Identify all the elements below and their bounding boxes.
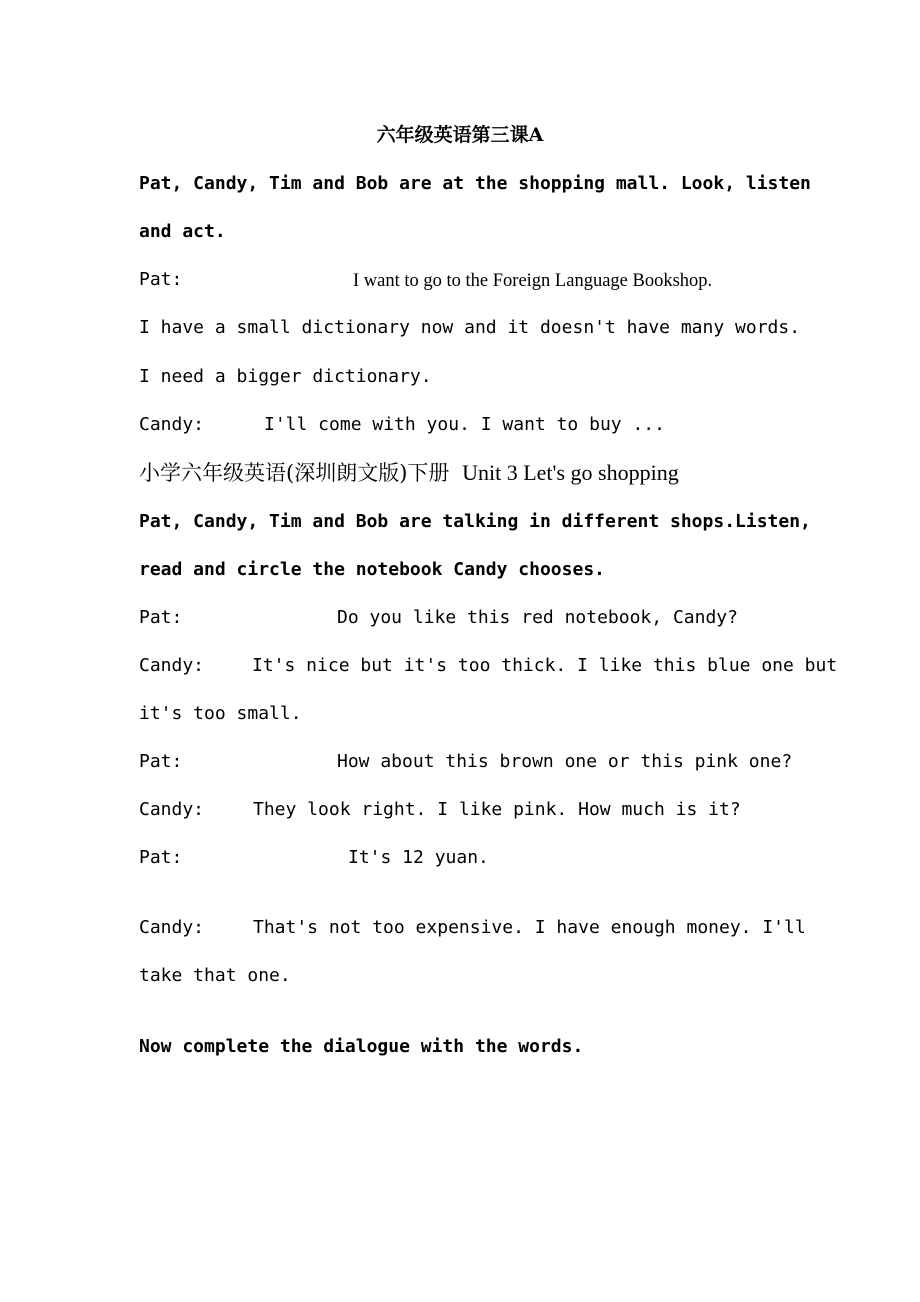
dialogue-b-line-5 xyxy=(139,799,741,820)
dialogue-speaker: Candy: xyxy=(139,917,205,938)
pat-speech-line-1: I want to go to the Foreign Language Bookshop. xyxy=(353,271,713,291)
section-a-instruction-line-1: Pat, Candy, Tim and Bob are at the shopping mall. Look, listen xyxy=(139,173,811,194)
section-b-instruction-line-1: Pat, Candy, Tim and Bob are talking in different shops.Listen, xyxy=(139,511,811,532)
dialogue-text: How about this brown one or this pink one? xyxy=(337,751,793,772)
unit-heading-chinese: 小学六年级英语(深圳朗文版)下册 xyxy=(139,461,450,485)
dialogue-b-line-2 xyxy=(139,655,838,676)
dialogue-text: Do you like this red notebook, Candy? xyxy=(337,607,738,628)
dialogue-text: They look right. I like pink. How much is it? xyxy=(253,799,741,820)
dialogue-text: take that one. xyxy=(139,965,291,986)
dialogue-speaker: Candy: xyxy=(139,799,205,820)
pat-speech-line-2: I have a small dictionary now and it doesn't have many words. xyxy=(139,317,801,338)
dialogue-b-line-4 xyxy=(139,751,793,772)
dialogue-speaker: Pat: xyxy=(139,751,183,772)
page-title: 六年级英语第三课A xyxy=(376,124,544,146)
candy-speech-line-1: I'll come with you. I want to buy ... xyxy=(264,414,665,435)
dialogue-a-line-pat xyxy=(139,269,713,291)
dialogue-a-line-candy xyxy=(139,414,665,435)
dialogue-text: It's 12 yuan. xyxy=(348,847,489,868)
dialogue-b-line-6 xyxy=(139,847,489,868)
speaker-pat: Pat: xyxy=(139,269,183,290)
section-b-instruction-line-2: read and circle the notebook Candy chooses. xyxy=(139,559,605,580)
dialogue-b-line-1 xyxy=(139,607,738,628)
section-a-instruction-line-2: and act. xyxy=(139,221,226,242)
dialogue-b-line-7 xyxy=(139,917,806,938)
final-instruction: Now complete the dialogue with the words. xyxy=(139,1036,584,1057)
speaker-candy: Candy: xyxy=(139,414,205,435)
dialogue-text: it's too small. xyxy=(139,703,302,724)
dialogue-text: It's nice but it's too thick. I like this blue one but xyxy=(252,655,838,676)
unit-heading-english: Unit 3 Let's go shopping xyxy=(462,460,679,485)
dialogue-speaker: Pat: xyxy=(139,847,183,868)
dialogue-speaker: Pat: xyxy=(139,607,183,628)
pat-speech-line-3: I need a bigger dictionary. xyxy=(139,366,432,387)
dialogue-text: That's not too expensive. I have enough money. I'll xyxy=(253,917,806,938)
unit-heading xyxy=(139,462,679,484)
dialogue-speaker: Candy: xyxy=(139,655,205,676)
